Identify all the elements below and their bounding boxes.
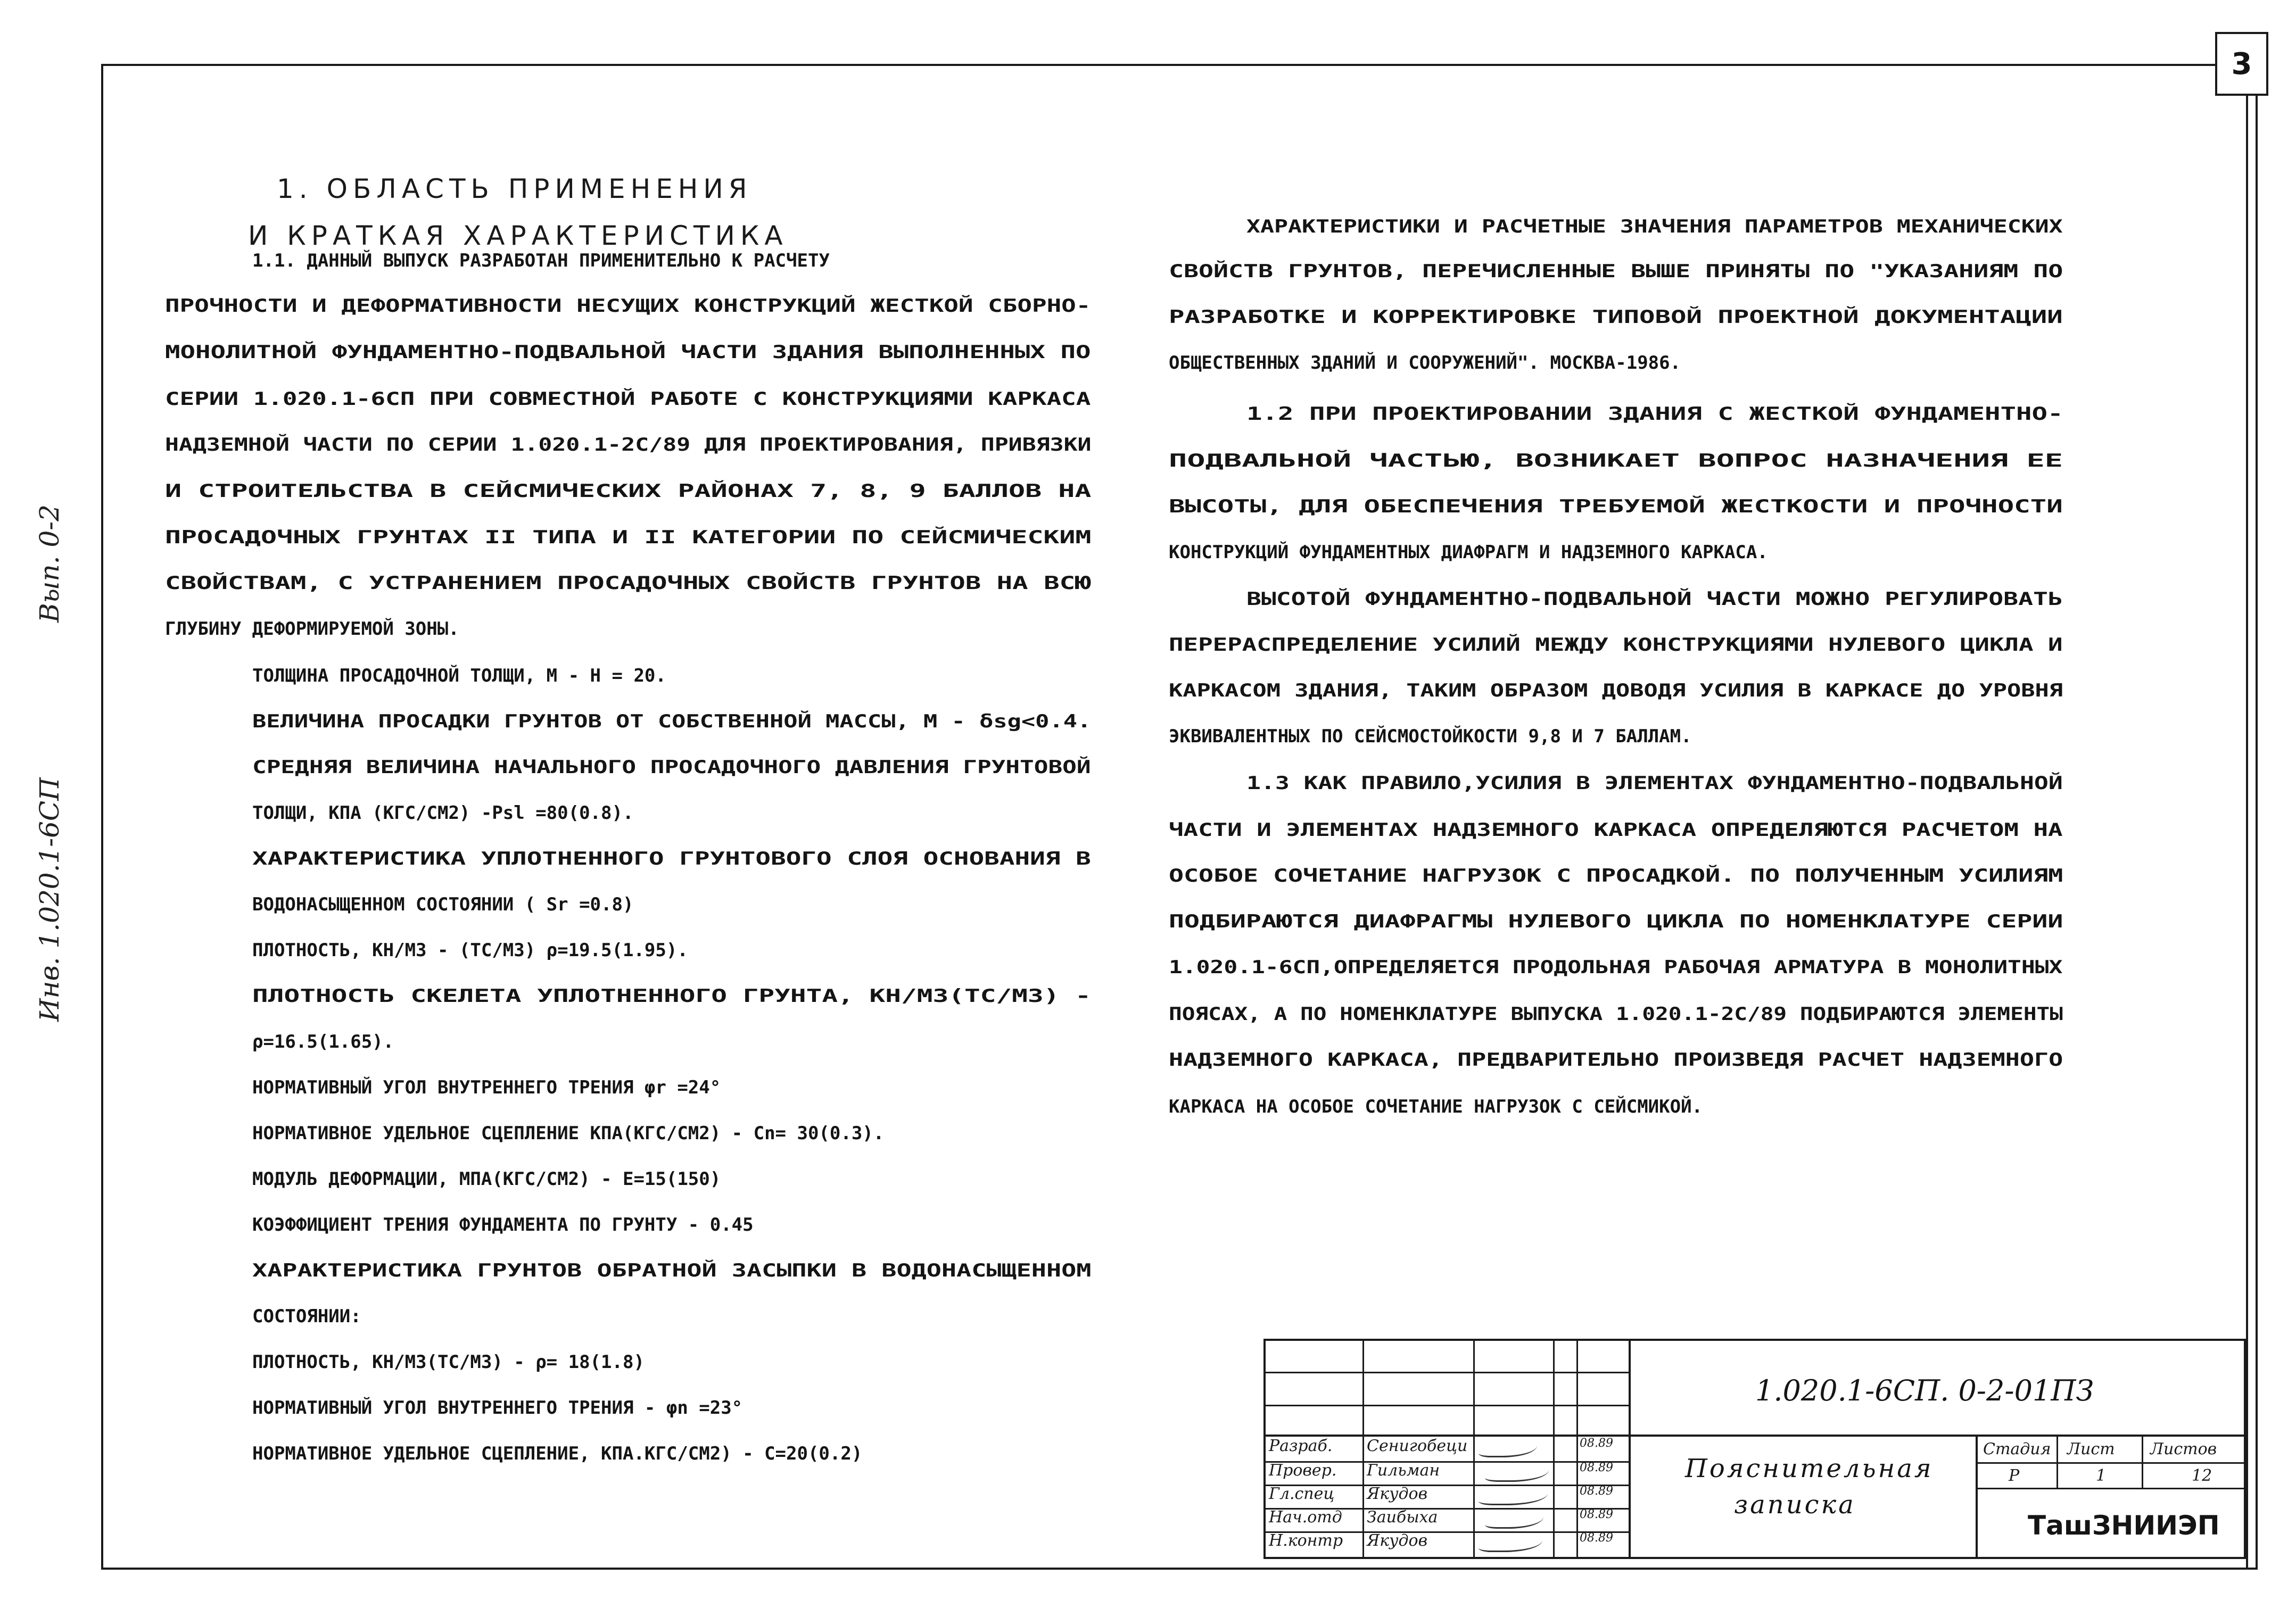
left-text-line: НОРМАТИВНЫЙ УГОЛ ВНУТРЕННЕГО ТРЕНИЯ - φn =23° [252, 1397, 743, 1419]
right-text-line: 1.020.1-6СП,ОПРЕДЕЛЯЕТСЯ ПРОДОЛЬНАЯ РАБОЧАЯ АРМАТУРА В МОНОЛИТНЫХ [1169, 957, 2063, 978]
signer-name: Якудов [1367, 1531, 1428, 1550]
title-block [1263, 1339, 2246, 1559]
signer-date: 08.89 [1580, 1437, 1613, 1450]
stage-header: Стадия [1983, 1440, 2051, 1458]
signer-date: 08.89 [1580, 1461, 1613, 1474]
sheet-number: 3 [2231, 46, 2252, 81]
handwritten-signature [1479, 1438, 1537, 1457]
left-text-line: ВОДОНАСЫЩЕННОМ СОСТОЯНИИ ( Sr =0.8) [252, 894, 634, 915]
left-text-line: ПЛОТНОСТЬ, КН/М3 - (ТС/М3) ρ=19.5(1.95). [252, 940, 688, 961]
right-text-line: ПЕРЕРАСПРЕДЕЛЕНИЕ УСИЛИЙ МЕЖДУ КОНСТРУКЦИЯМИ НУЛЕВОГО ЦИКЛА И [1169, 634, 2063, 656]
left-text-line: СЕРИИ 1.020.1-6СП ПРИ СОВМЕСТНОЙ РАБОТЕ С КОНСТРУКЦИЯМИ КАРКАСА [165, 388, 1091, 410]
issue-label: Вып. 0-2 [34, 504, 65, 623]
section-heading-line2: И КРАТКАЯ ХАРАКТЕРИСТИКА [248, 220, 788, 251]
sheets-header: Листов [2150, 1440, 2217, 1458]
right-text-line: КОНСТРУКЦИЙ ФУНДАМЕНТНЫХ ДИАФРАГМ И НАДЗЕМНОГО КАРКАСА. [1169, 542, 1768, 563]
left-text-line: СРЕДНЯЯ ВЕЛИЧИНА НАЧАЛЬНОГО ПРОСАДОЧНОГО ДАВЛЕНИЯ ГРУНТОВОЙ [252, 757, 1091, 778]
left-text-line: КОЭФФИЦИЕНТ ТРЕНИЯ ФУНДАМЕНТА ПО ГРУНТУ - 0.45 [252, 1214, 754, 1236]
handwritten-signature [1479, 1532, 1542, 1552]
signer-role: Провер. [1269, 1461, 1337, 1480]
right-text-line: ОБЩЕСТВЕННЫХ ЗДАНИЙ И СООРУЖЕНИЙ". МОСКВА-1986. [1169, 352, 1681, 374]
left-text-line: МОДУЛЬ ДЕФОРМАЦИИ, МПА(КГС/СМ2) - Е=15(150) [252, 1168, 721, 1190]
organization-name: ТашЗНИИЭП [2028, 1510, 2220, 1541]
signer-name: Гильман [1367, 1461, 1440, 1480]
sheet-value: 1 [2096, 1466, 2107, 1485]
left-text-line: ρ=16.5(1.65). [252, 1031, 394, 1052]
signer-role: Гл.спец [1269, 1485, 1335, 1503]
signer-date: 08.89 [1580, 1485, 1613, 1498]
right-text-line: 1.2 ПРИ ПРОЕКТИРОВАНИИ ЗДАНИЯ С ЖЕСТКОЙ ФУНДАМЕНТНО- [1246, 403, 2063, 425]
right-text-line: ОСОБОЕ СОЧЕТАНИЕ НАГРУЗОК С ПРОСАДКОЙ. ПО ПОЛУЧЕННЫМ УСИЛИЯМ [1169, 865, 2063, 886]
left-text-line: ТОЛЩИНА ПРОСАДОЧНОЙ ТОЛЩИ, М - Н = 20. [252, 665, 666, 686]
left-text-line: ПРОСАДОЧНЫХ ГРУНТАХ II ТИПА И II КАТЕГОРИИ ПО СЕЙСМИЧЕСКИМ [165, 527, 1092, 548]
stage-value: Р [2009, 1466, 2020, 1485]
right-text-line: ЭКВИВАЛЕНТНЫХ ПО СЕЙСМОСТОЙКОСТИ 9,8 И 7 БАЛЛАМ. [1169, 726, 1692, 747]
left-text-line: И СТРОИТЕЛЬСТВА В СЕЙСМИЧЕСКИХ РАЙОНАХ 7, 8, 9 БАЛЛОВ НА [165, 480, 1092, 502]
left-text-line: НАДЗЕМНОЙ ЧАСТИ ПО СЕРИИ 1.020.1-2С/89 ДЛЯ ПРОЕКТИРОВАНИЯ, ПРИВЯЗКИ [165, 434, 1092, 455]
signer-role: Разраб. [1269, 1437, 1333, 1455]
document-title-line2: записка [1734, 1490, 1856, 1520]
right-text-line: ВЫСОТЫ, ДЛЯ ОБЕСПЕЧЕНИЯ ТРЕБУЕМОЙ ЖЕСТКОСТИ И ПРОЧНОСТИ [1169, 496, 2063, 517]
signer-date: 08.89 [1580, 1508, 1613, 1521]
left-text-line: ВЕЛИЧИНА ПРОСАДКИ ГРУНТОВ ОТ СОБСТВЕННОЙ МАССЫ, М - δsg<0.4. [252, 711, 1092, 732]
right-text-line: ВЫСОТОЙ ФУНДАМЕНТНО-ПОДВАЛЬНОЙ ЧАСТИ МОЖНО РЕГУЛИРОВАТЬ [1246, 588, 2063, 610]
left-text-line: ГЛУБИНУ ДЕФОРМИРУЕМОЙ ЗОНЫ. [165, 618, 459, 640]
right-text-line: 1.3 КАК ПРАВИЛО,УСИЛИЯ В ЭЛЕМЕНТАХ ФУНДАМЕНТНО-ПОДВАЛЬНОЙ [1246, 773, 2063, 794]
sheet-number-box [2215, 32, 2268, 96]
handwritten-signature [1479, 1486, 1548, 1505]
left-text-line: ПЛОТНОСТЬ, КН/М3(ТС/М3) - ρ= 18(1.8) [252, 1352, 645, 1373]
signer-name: Сенигобеци [1367, 1437, 1468, 1455]
sheet-header: Лист [2067, 1440, 2115, 1458]
right-text-line: ПОЯСАХ, А ПО НОМЕНКЛАТУРЕ ВЫПУСКА 1.020.1-2С/89 ПОДБИРАЮТСЯ ЭЛЕМЕНТЫ [1169, 1004, 2063, 1025]
left-text-line: ПЛОТНОСТЬ СКЕЛЕТА УПЛОТНЕННОГО ГРУНТА, КН/М3(ТС/М3) - [252, 985, 1091, 1007]
signer-name: Якудов [1367, 1485, 1428, 1503]
handwritten-signature [1485, 1509, 1543, 1529]
right-text-line: ЧАСТИ И ЭЛЕМЕНТАХ НАДЗЕМНОГО КАРКАСА ОПРЕДЕЛЯЮТСЯ РАСЧЕТОМ НА [1169, 819, 2063, 841]
left-text-line: ПРОЧНОСТИ И ДЕФОРМАТИВНОСТИ НЕСУЩИХ КОНСТРУКЦИЙ ЖЕСТКОЙ СБОРНО- [165, 295, 1091, 317]
signer-name: Заибыха [1367, 1508, 1438, 1527]
right-text-line: СВОЙСТВ ГРУНТОВ, ПЕРЕЧИСЛЕННЫЕ ВЫШЕ ПРИНЯТЫ ПО "УКАЗАНИЯМ ПО [1169, 261, 2063, 282]
right-text-line: КАРКАСОМ ЗДАНИЯ, ТАКИМ ОБРАЗОМ ДОВОДЯ УСИЛИЯ В КАРКАСЕ ДО УРОВНЯ [1169, 680, 2063, 701]
signer-role: Нач.отд [1269, 1508, 1342, 1527]
right-text-line: НАДЗЕМНОГО КАРКАСА, ПРЕДВАРИТЕЛЬНО ПРОИЗВЕДЯ РАСЧЕТ НАДЗЕМНОГО [1169, 1049, 2063, 1071]
inventory-label: Инв. 1.020.1-6СП [34, 777, 65, 1022]
right-text-line: ХАРАКТЕРИСТИКИ И РАСЧЕТНЫЕ ЗНАЧЕНИЯ ПАРАМЕТРОВ МЕХАНИЧЕСКИХ [1246, 216, 2063, 237]
document-title-line1: Пояснительная [1685, 1454, 1934, 1483]
left-text-line: СОСТОЯНИИ: [252, 1306, 361, 1327]
left-text-line: СВОЙСТВАМ, С УСТРАНЕНИЕМ ПРОСАДОЧНЫХ СВОЙСТВ ГРУНТОВ НА ВСЮ [165, 573, 1091, 594]
right-text-line: РАЗРАБОТКЕ И КОРРЕКТИРОВКЕ ТИПОВОЙ ПРОЕКТНОЙ ДОКУМЕНТАЦИИ [1169, 306, 2063, 328]
right-text-line: КАРКАСА НА ОСОБОЕ СОЧЕТАНИЕ НАГРУЗОК С СЕЙСМИКОЙ. [1169, 1096, 1703, 1117]
right-text-line: ПОДВАЛЬНОЙ ЧАСТЬЮ, ВОЗНИКАЕТ ВОПРОС НАЗНАЧЕНИЯ ЕЕ [1169, 450, 2063, 471]
left-text-line: ТОЛЩИ, КПА (КГС/СМ2) -Рsl =80(0.8). [252, 802, 634, 824]
section-heading-line1: 1. ОБЛАСТЬ ПРИМЕНЕНИЯ [277, 173, 753, 204]
signer-role: Н.контр [1269, 1531, 1343, 1550]
left-text-line: НОРМАТИВНОЕ УДЕЛЬНОЕ СЦЕПЛЕНИЕ, КПА.КГС/СМ2) - С=20(0.2) [252, 1443, 863, 1464]
handwritten-signature [1485, 1462, 1549, 1482]
left-text-line: ХАРАКТЕРИСТИКА УПЛОТНЕННОГО ГРУНТОВОГО СЛОЯ ОСНОВАНИЯ В [252, 848, 1091, 869]
left-text-line: МОНОЛИТНОЙ ФУНДАМЕНТНО-ПОДВАЛЬНОЙ ЧАСТИ ЗДАНИЯ ВЫПОЛНЕННЫХ ПО [165, 342, 1091, 363]
left-text-line: НОРМАТИВНОЕ УДЕЛЬНОЕ СЦЕПЛЕНИЕ КПА(КГС/СМ2) - Сn= 30(0.3). [252, 1123, 885, 1144]
left-text-line: ХАРАКТЕРИСТИКА ГРУНТОВ ОБРАТНОЙ ЗАСЫПКИ В ВОДОНАСЫЩЕННОМ [252, 1260, 1092, 1281]
sheets-value: 12 [2192, 1466, 2212, 1485]
right-text-line: ПОДБИРАЮТСЯ ДИАФРАГМЫ НУЛЕВОГО ЦИКЛА ПО НОМЕНКЛАТУРЕ СЕРИИ [1169, 911, 2063, 932]
left-text-line: 1.1. ДАННЫЙ ВЫПУСК РАЗРАБОТАН ПРИМЕНИТЕЛЬНО К РАСЧЕТУ [252, 250, 830, 271]
document-code: 1.020.1-6СП. 0-2-01ПЗ [1755, 1374, 2094, 1407]
left-text-line: НОРМАТИВНЫЙ УГОЛ ВНУТРЕННЕГО ТРЕНИЯ φr =24° [252, 1077, 721, 1098]
frame-right-edge [2246, 96, 2248, 1570]
signer-date: 08.89 [1580, 1531, 1613, 1545]
